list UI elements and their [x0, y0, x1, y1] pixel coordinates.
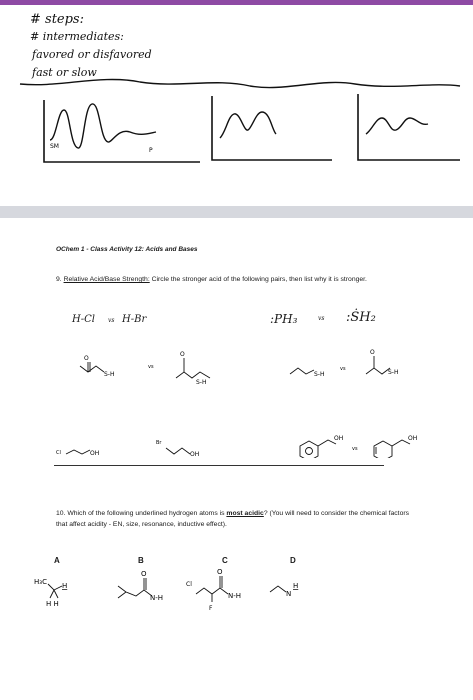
question-10-emphasis: most acidic — [226, 510, 264, 517]
chloro-alcohol-oh: OH — [90, 450, 100, 457]
chloro-alcohol — [66, 450, 90, 454]
diagram-1-p-label: P — [149, 147, 153, 154]
option-d-bonds — [270, 586, 286, 592]
diagram-3-axes — [358, 94, 460, 160]
thioester-right-o: O — [180, 351, 185, 358]
thioacid-right-sh: S-H — [388, 369, 399, 376]
option-a-h3c: H₃C — [34, 578, 47, 586]
pair-2-sh2: :ṠH₂ — [346, 310, 376, 325]
question-10-text-a: Which of the following underlined hydrogen atoms is — [65, 510, 227, 517]
thioacid-right — [366, 356, 390, 374]
question-10-text-b: ? (You will need to consider the chemical factors that affect acidity - EN, size, resonance, inductive effect). — [56, 510, 410, 528]
note-steps: # steps: — [30, 12, 84, 27]
row3-vs: vs — [352, 446, 358, 452]
option-c-f: F — [209, 605, 213, 612]
option-c-o: O — [217, 568, 223, 576]
thioester-left-o: O — [84, 355, 89, 362]
thioacid-right-o: O — [370, 349, 375, 356]
diagram-1-axes — [44, 100, 200, 162]
diagram-3-curve — [366, 118, 428, 134]
question-10 — [56, 508, 416, 530]
energy-diagram-sketch — [0, 0, 473, 206]
thioester-left-sh: S-H — [104, 371, 115, 378]
phenyl-alcohol-oh: OH — [334, 435, 344, 442]
option-c-nh: N-H — [228, 592, 242, 600]
option-a-hh: H H — [46, 600, 59, 608]
row2-vs-left: vs — [148, 364, 154, 370]
pair-1-hcl: H-Cl — [72, 314, 95, 325]
thioester-right — [176, 358, 210, 378]
thioester-right-sh: S-H — [196, 379, 207, 386]
option-d-n: N — [286, 590, 292, 598]
thioester-left — [80, 362, 104, 372]
diagram-2-axes — [212, 96, 332, 160]
option-c-label: C — [222, 556, 228, 565]
row2-vs-right: vs — [340, 366, 346, 372]
thiol-right-pair — [290, 368, 314, 374]
thiol-sh: S-H — [314, 371, 325, 378]
option-a-h: H — [62, 582, 68, 590]
option-a-bonds — [48, 584, 62, 598]
diagram-1-sm-label: SM — [50, 143, 59, 150]
bromo-alcohol-oh: OH — [190, 451, 200, 458]
option-c-bonds — [196, 576, 228, 602]
option-b-nh: N-H — [150, 594, 164, 602]
phenyl-alcohol — [300, 440, 336, 458]
diagram-1-curve — [50, 104, 156, 148]
option-b-o: O — [141, 570, 147, 578]
option-c-cl: Cl — [186, 581, 192, 588]
pair-1-hbr: H-Br — [122, 314, 147, 325]
row2-structures — [0, 218, 473, 458]
option-b-bonds — [118, 578, 152, 598]
worksheet-title: OChem 1 - Class Activity 12: Acids and Bases — [56, 246, 198, 253]
question-9-text: Circle the stronger acid of the following pairs, then list why it is stronger. — [149, 276, 367, 283]
option-d-label: D — [290, 556, 296, 565]
question-9-number: 9. — [56, 276, 62, 283]
option-a-label: A — [54, 556, 60, 565]
pair-2-ph3: :PH₃ — [270, 312, 298, 326]
chloro-alcohol-cl: Cl — [56, 450, 61, 456]
bromo-alcohol — [166, 448, 190, 454]
question-9-lead: Relative Acid/Base Strength: — [63, 276, 150, 283]
pair-1-vs: vs — [108, 317, 115, 324]
note-intermediates: # intermediates: — [30, 30, 124, 43]
cyclohexenyl-alcohol-oh: OH — [408, 435, 418, 442]
worksheet-page — [0, 218, 473, 700]
answer-underline — [54, 465, 384, 466]
section-divider — [0, 206, 473, 218]
wavy-divider-line — [20, 79, 460, 87]
question-10-number: 10. — [56, 510, 66, 517]
diagram-2-curve — [220, 112, 276, 138]
pair-2-vs: vs — [318, 315, 325, 322]
bromo-alcohol-br: Br — [156, 440, 162, 446]
option-b-label: B — [138, 556, 144, 565]
cyclohexenyl-alcohol — [374, 440, 410, 458]
option-d-h: H — [293, 582, 299, 590]
note-fast: fast or slow — [32, 66, 97, 79]
q10-structures — [0, 558, 473, 618]
note-favored: favored or disfavored — [32, 48, 152, 61]
